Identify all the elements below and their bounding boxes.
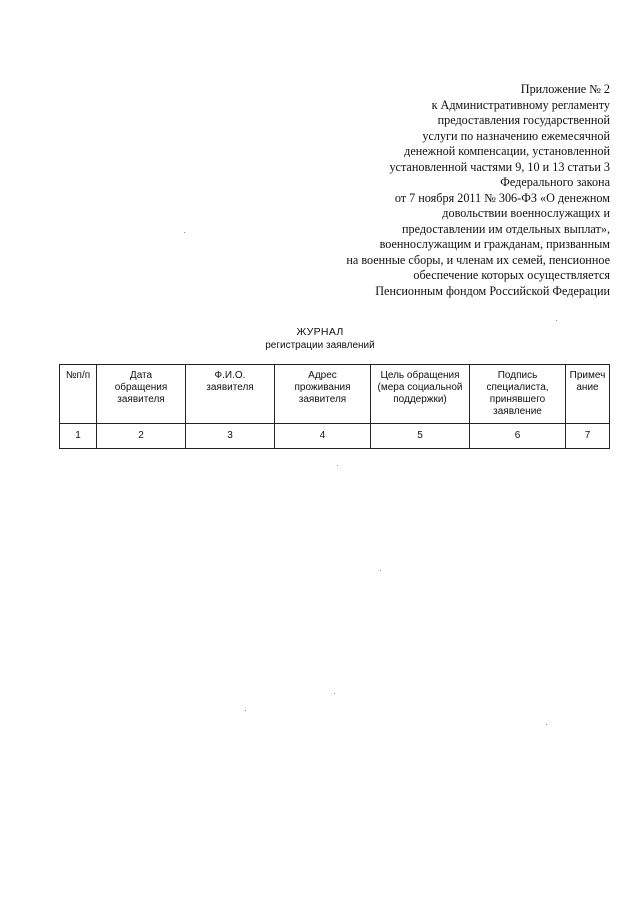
appendix-line: от 7 ноября 2011 № 306-ФЗ «О денежном [394,190,610,205]
column-number-cell: 4 [275,424,371,449]
header-line: заявителя [298,394,347,405]
column-header-address [275,365,371,424]
scan-speck [245,710,246,711]
appendix-line: на военные сборы, и членам их семей, пенсионное [346,252,610,267]
appendix-line: услуги по назначению ежемесячной [422,128,610,143]
appendix-line: Федерального закона [500,175,610,189]
appendix-header [290,82,610,299]
header-line: поддержки) [393,394,447,405]
table-header-row [60,365,610,424]
header-line: проживания [294,382,351,393]
header-line: Ф.И.О. [214,370,246,381]
header-line: Адрес [308,370,337,381]
column-header-purpose [371,365,470,424]
appendix-line: Пенсионным фондом Российской Федерации [375,283,610,298]
table-row [60,424,610,449]
header-line: Цель обращения [380,370,460,381]
scan-speck [184,232,185,233]
scan-speck [334,693,335,694]
appendix-line: предоставления государственной [437,113,610,127]
column-number-cell: 1 [60,424,97,449]
column-header-note [566,365,610,424]
header-line: заявителя [206,382,254,393]
header-line: (мера социальной [377,382,463,393]
header-line: заявление [493,406,542,417]
column-number-cell: 2 [97,424,186,449]
header-line: обращения [114,382,168,393]
header-line: принявшего [489,394,546,405]
header-line: №п/п [65,370,91,381]
header-line: Подпись [497,370,538,381]
column-number-cell: 3 [186,424,275,449]
appendix-line: к Административному регламенту [431,97,610,112]
appendix-line: обеспечение которых осуществляется [413,268,610,282]
column-number-cell: 7 [566,424,610,449]
column-number-cell: 5 [371,424,470,449]
column-number-cell: 6 [470,424,566,449]
journal-table [59,364,610,449]
header-line: ание [576,382,599,393]
journal-title-block [0,326,640,352]
journal-subtitle: регистрации заявлений [265,340,375,351]
scan-speck [546,724,547,725]
appendix-line: денежной компенсации, установленной [404,144,610,158]
appendix-line: довольствии военнослужащих и [442,206,610,220]
journal-title: ЖУРНАЛ [296,326,344,338]
header-line: Примеч [569,370,606,381]
scan-speck [556,320,557,321]
appendix-line: Приложение № 2 [520,82,610,96]
column-header-name [186,365,275,424]
header-line: заявителя [117,394,165,405]
header-line: Дата [129,370,153,381]
appendix-line: установленной частями 9, 10 и 13 статьи 3 [389,159,610,174]
appendix-line: предоставлении им отдельных выплат», [401,221,610,236]
column-header-signature [470,365,566,424]
scan-speck [337,465,338,466]
scan-speck [380,570,381,571]
column-header-number [60,365,97,424]
header-line: специалиста, [486,382,549,393]
appendix-line: военнослужащим и гражданам, призванным [379,237,610,251]
column-header-date [97,365,186,424]
